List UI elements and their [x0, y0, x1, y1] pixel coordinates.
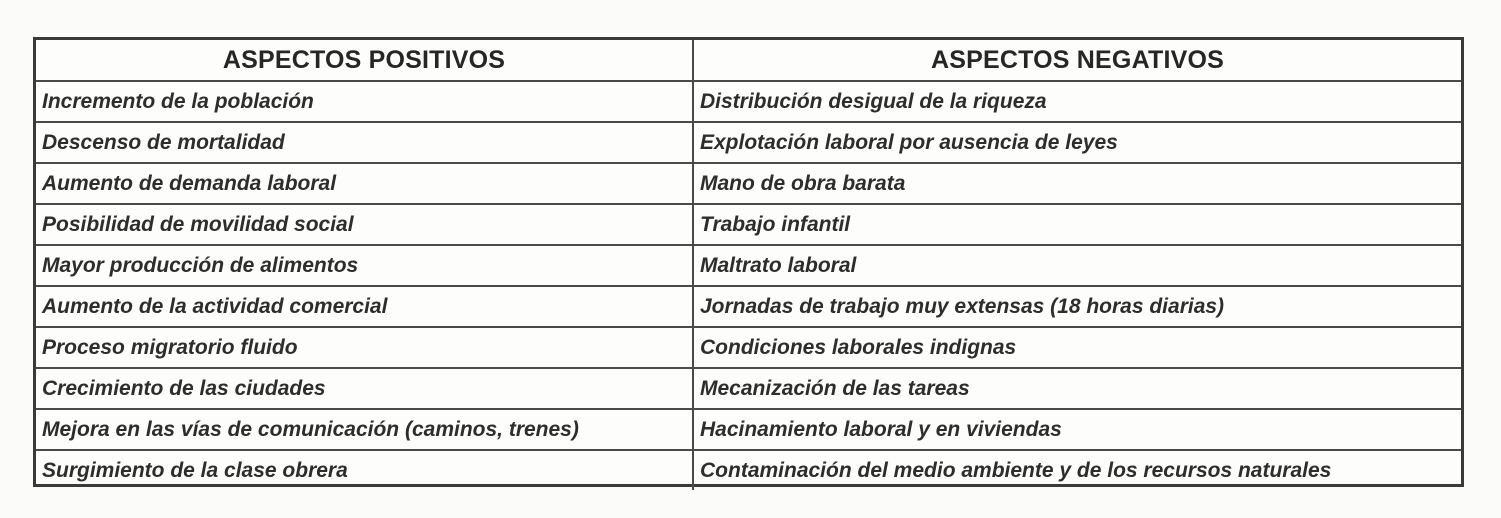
table-row: [36, 368, 1461, 409]
table-row: [36, 122, 1461, 163]
positive-cell: Aumento de demanda laboral: [36, 163, 693, 204]
negative-cell: Trabajo infantil: [693, 204, 1461, 245]
positive-cell: Crecimiento de las ciudades: [36, 368, 693, 409]
table-row: [36, 204, 1461, 245]
header-negative: ASPECTOS NEGATIVOS: [693, 40, 1461, 81]
negative-cell: Mecanización de las tareas: [693, 368, 1461, 409]
table-row: [36, 163, 1461, 204]
positive-cell: Posibilidad de movilidad social: [36, 204, 693, 245]
table-row: [36, 245, 1461, 286]
negative-cell: Distribución desigual de la riqueza: [693, 81, 1461, 122]
table-row: [36, 409, 1461, 450]
negative-cell: Jornadas de trabajo muy extensas (18 horas diarias): [693, 286, 1461, 327]
negative-cell: Hacinamiento laboral y en viviendas: [693, 409, 1461, 450]
positive-cell: Incremento de la población: [36, 81, 693, 122]
positive-cell: Surgimiento de la clase obrera: [36, 450, 693, 490]
positive-cell: Aumento de la actividad comercial: [36, 286, 693, 327]
positive-cell: Mejora en las vías de comunicación (caminos, trenes): [36, 409, 693, 450]
negative-cell: Mano de obra barata: [693, 163, 1461, 204]
negative-cell: Condiciones laborales indignas: [693, 327, 1461, 368]
header-row: [36, 40, 1461, 81]
scanned-table-sheet: [33, 37, 1464, 487]
positive-cell: Descenso de mortalidad: [36, 122, 693, 163]
table-row: [36, 81, 1461, 122]
negative-cell: Contaminación del medio ambiente y de los recursos naturales: [693, 450, 1461, 490]
table-row: [36, 450, 1461, 490]
positive-cell: Proceso migratorio fluido: [36, 327, 693, 368]
negative-cell: Maltrato laboral: [693, 245, 1461, 286]
positive-cell: Mayor producción de alimentos: [36, 245, 693, 286]
table-row: [36, 286, 1461, 327]
header-positive: ASPECTOS POSITIVOS: [36, 40, 693, 81]
negative-cell: Explotación laboral por ausencia de leyes: [693, 122, 1461, 163]
table-row: [36, 327, 1461, 368]
aspects-table: [36, 40, 1461, 490]
